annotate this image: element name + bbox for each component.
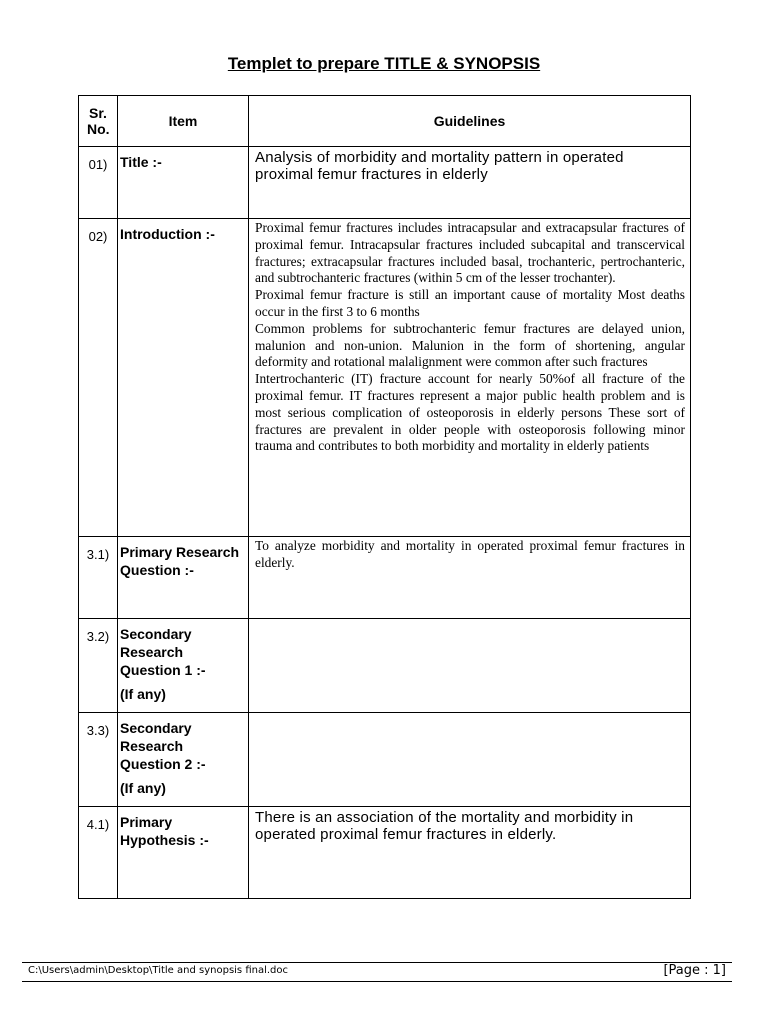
footer-file-path: C:\Users\admin\Desktop\Title and synopsis final.doc xyxy=(28,965,288,976)
table-row-secondary-question-2 xyxy=(79,713,691,807)
intro-paragraph: Common problems for subtrochanteric femur fractures are delayed union, malunion and non-union. Malunion in the form of shortening, angular deformity and rotational malalignment were common after such fractures xyxy=(255,320,685,370)
item-label-text: Primary Research Question :- xyxy=(120,544,240,578)
row-sr: 02) xyxy=(79,219,118,537)
synopsis-table xyxy=(78,95,691,899)
row-item-label xyxy=(118,537,249,619)
header-guidelines: Guidelines xyxy=(249,96,691,147)
document-title: Templet to prepare TITLE & SYNOPSIS xyxy=(227,54,541,73)
row-sr: 3.1) xyxy=(79,537,118,619)
footer-divider-top xyxy=(22,962,732,963)
item-label-text: Secondary Research Question 2 :- xyxy=(120,720,206,772)
row-value-title: Analysis of morbidity and mortality pattern in operated proximal femur fractures in elderly xyxy=(249,147,691,219)
table-row-primary-hypothesis xyxy=(79,807,691,899)
row-item-label xyxy=(118,219,249,537)
row-sr: 3.3) xyxy=(79,713,118,807)
row-sr: 3.2) xyxy=(79,619,118,713)
row-value-secondary-question-1 xyxy=(249,619,691,713)
footer-divider-bottom xyxy=(22,981,732,982)
row-sr: 4.1) xyxy=(79,807,118,899)
intro-paragraph: Proximal femur fracture is still an important cause of mortality Most deaths occur in the first 3 to 6 months xyxy=(255,287,685,319)
intro-paragraph: Proximal femur fractures includes intracapsular and extracapsular fractures of proximal femur. Intracapsular fractures included subcapital and transcervical fractures; extracapsular fractures included basal, trochanteric, pertrochanteric, and subtrochanteric fractures (within 5 cm of the lesser trochanter). xyxy=(255,220,685,286)
item-label-text: Introduction :- xyxy=(120,226,215,242)
table-row-title xyxy=(79,147,691,219)
header-row xyxy=(79,96,691,147)
row-value-introduction xyxy=(249,219,691,537)
row-item-label xyxy=(118,147,249,219)
item-label-text: Title :- xyxy=(120,154,162,170)
row-item-label xyxy=(118,807,249,899)
item-note: (If any) xyxy=(120,780,166,796)
table-row-secondary-question-1 xyxy=(79,619,691,713)
row-value-primary-question: To analyze morbidity and mortality in operated proximal femur fractures in elderly. xyxy=(249,537,691,619)
row-item-label xyxy=(118,713,249,807)
header-item: Item xyxy=(118,96,249,147)
table-row-introduction xyxy=(79,219,691,537)
item-label-text: Primary Hypothesis :- xyxy=(120,814,209,848)
item-note: (If any) xyxy=(120,686,166,702)
row-sr: 01) xyxy=(79,147,118,219)
intro-paragraph: Intertrochanteric (IT) fracture account for nearly 50%of all fracture of the proximal femur. IT fractures represent a major public health problem and is most serious complication of osteoporosis in elderly persons These sort of fractures are prevalent in older people with osteoporosis following minor trauma and contributes to both morbidity and mortality in elderly patients xyxy=(255,371,685,454)
header-sr-no: Sr. No. xyxy=(79,96,118,147)
footer-page-number: [Page : 1] xyxy=(663,963,726,978)
row-value-secondary-question-2 xyxy=(249,713,691,807)
row-value-primary-hypothesis: There is an association of the mortality and morbidity in operated proximal femur fractures in elderly. xyxy=(249,807,691,899)
item-label-text: Secondary Research Question 1 :- xyxy=(120,626,206,678)
row-item-label xyxy=(118,619,249,713)
table-row-primary-question xyxy=(79,537,691,619)
